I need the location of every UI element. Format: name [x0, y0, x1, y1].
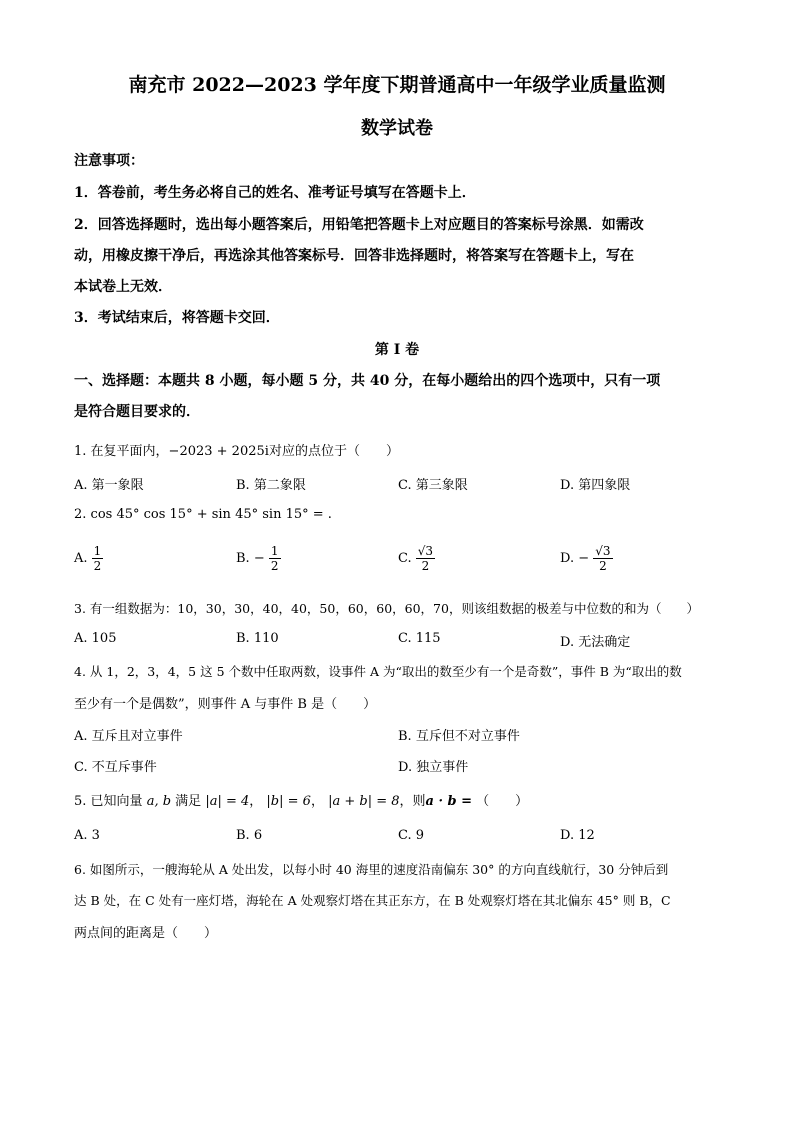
question-5-ask: a · b = — [425, 794, 473, 809]
question-2-option-a — [74, 544, 103, 573]
notice-item-2-line-2: 动，用橡皮擦干净后，再选涂其他答案标号．回答非选择题时，将答案写在答题卡上，写在 — [74, 248, 634, 264]
fraction-numerator: 1 — [270, 544, 279, 558]
notice-item-1: 1．答卷前，考生务必将自己的姓名、准考证号填写在答题卡上． — [74, 185, 476, 201]
question-5-stem: 5. 已知向量 a, b 满足 |a| = 4， |b| = 6， |a + b| = 8，则a · b = （ ） — [74, 794, 529, 809]
page-subtitle: 数学试卷 — [361, 118, 433, 139]
question-4-option-a: A. 互斥且对立事件 — [74, 729, 183, 744]
section-heading-line-1: 一、选择题：本题共 8 小题，每小题 5 分，共 40 分，在每小题给出的四个选项中，只有一项 — [74, 373, 661, 389]
question-5-vectors: a, b — [146, 794, 172, 809]
section-heading-line-2: 是符合题目要求的． — [74, 404, 200, 420]
notice-item-2-line-1: 2．回答选择题时，选出每小题答案后，用铅笔把答题卡上对应题目的答案标号涂黑．如需改 — [74, 217, 644, 233]
question-4-option-b: B. 互斥但不对立事件 — [398, 729, 520, 744]
question-3-option-c: C. 115 — [398, 631, 441, 646]
fraction-denominator: 2 — [93, 559, 102, 573]
question-4-line-1: 4. 从 1，2，3，4，5 这 5 个数中任取两数，设事件 A 为“取出的数至少有一个是奇数”，事件 B 为“取出的数 — [74, 664, 682, 679]
question-3-option-b: B. 110 — [236, 631, 279, 646]
question-2-option-a-fraction — [92, 544, 104, 573]
notice-item-3: 3．考试结束后，将答题卡交回． — [74, 310, 280, 326]
fraction-denominator: 2 — [270, 559, 279, 573]
question-5-condition-1: |a| = 4 — [205, 794, 250, 809]
question-2-option-d-label: D. − — [560, 551, 590, 566]
question-1-stem — [74, 440, 399, 459]
question-1-stem-pre: 1. 在复平面内， — [74, 444, 169, 459]
question-3-stem: 3. 有一组数据为：10，30，30，40，40，50，60，60，60，70，则该组数据的极差与中位数的和为（ ） — [74, 601, 699, 616]
question-2-option-b-fraction — [269, 544, 281, 573]
fraction-numerator: √3 — [417, 544, 434, 558]
question-5-option-c: C. 9 — [398, 828, 425, 843]
fraction-numerator: 1 — [93, 544, 102, 558]
question-2-option-c-fraction — [416, 544, 435, 573]
question-5-mid-2: ，则 — [399, 794, 426, 809]
question-4-option-d: D. 独立事件 — [398, 760, 469, 775]
question-1-option-a: A. 第一象限 — [74, 478, 144, 493]
question-5-condition-2: |b| = 6 — [266, 794, 311, 809]
fraction-denominator: 2 — [599, 559, 607, 573]
question-2-option-d — [560, 544, 613, 573]
question-2-option-b — [236, 544, 281, 573]
page-title: 南充市 2022—2023 学年度下期普通高中一年级学业质量监测 — [128, 74, 666, 96]
question-2-option-a-label: A. — [74, 551, 88, 566]
question-2-stem: 2. cos 45° cos 15° + sin 45° sin 15° = . — [74, 507, 332, 522]
notice-heading: 注意事项： — [74, 153, 144, 169]
question-1-stem-post: 对应的点位于（ ） — [268, 444, 399, 459]
question-6-line-2: 达 B 处，在 C 处有一座灯塔，海轮在 A 处观察灯塔在其正东方，在 B 处观察灯塔在其北偏东 45° 则 B，C — [74, 893, 671, 908]
question-2-option-c — [398, 544, 435, 573]
question-1-expression: −2023 + 2025i — [168, 444, 269, 459]
question-4-line-2: 至少有一个是偶数”，则事件 A 与事件 B 是（ ） — [74, 697, 377, 712]
question-3-option-d: D. 无法确定 — [560, 635, 631, 650]
question-4-option-c: C. 不互斥事件 — [74, 760, 157, 775]
question-2-option-c-label: C. — [398, 551, 412, 566]
question-3-option-a: A. 105 — [74, 631, 117, 646]
notice-item-2-line-3: 本试卷上无效． — [74, 279, 172, 295]
question-2-option-b-label: B. − — [236, 551, 265, 566]
question-5-option-b: B. 6 — [236, 828, 263, 843]
part-label: 第 I 卷 — [374, 342, 420, 358]
question-1-option-d: D. 第四象限 — [560, 478, 631, 493]
question-1-option-c: C. 第三象限 — [398, 478, 468, 493]
question-5-tail: （ ） — [476, 794, 529, 809]
question-6-line-1: 6. 如图所示，一艘海轮从 A 处出发，以每小时 40 海里的速度沿南偏东 30° 的方向直线航行，30 分钟后到 — [74, 862, 669, 877]
question-2-option-d-fraction — [593, 544, 612, 573]
question-6-line-3: 两点间的距离是（ ） — [74, 926, 218, 941]
question-1-option-b: B. 第二象限 — [236, 478, 306, 493]
question-5-condition-3: |a + b| = 8 — [328, 794, 400, 809]
question-5-mid-1: 满足 — [175, 794, 202, 809]
fraction-numerator: √3 — [595, 544, 611, 558]
question-5-option-a: A. 3 — [74, 828, 100, 843]
question-5-option-d: D. 12 — [560, 828, 595, 843]
question-5-stem-pre: 5. 已知向量 — [74, 794, 143, 809]
fraction-denominator: 2 — [421, 559, 430, 573]
